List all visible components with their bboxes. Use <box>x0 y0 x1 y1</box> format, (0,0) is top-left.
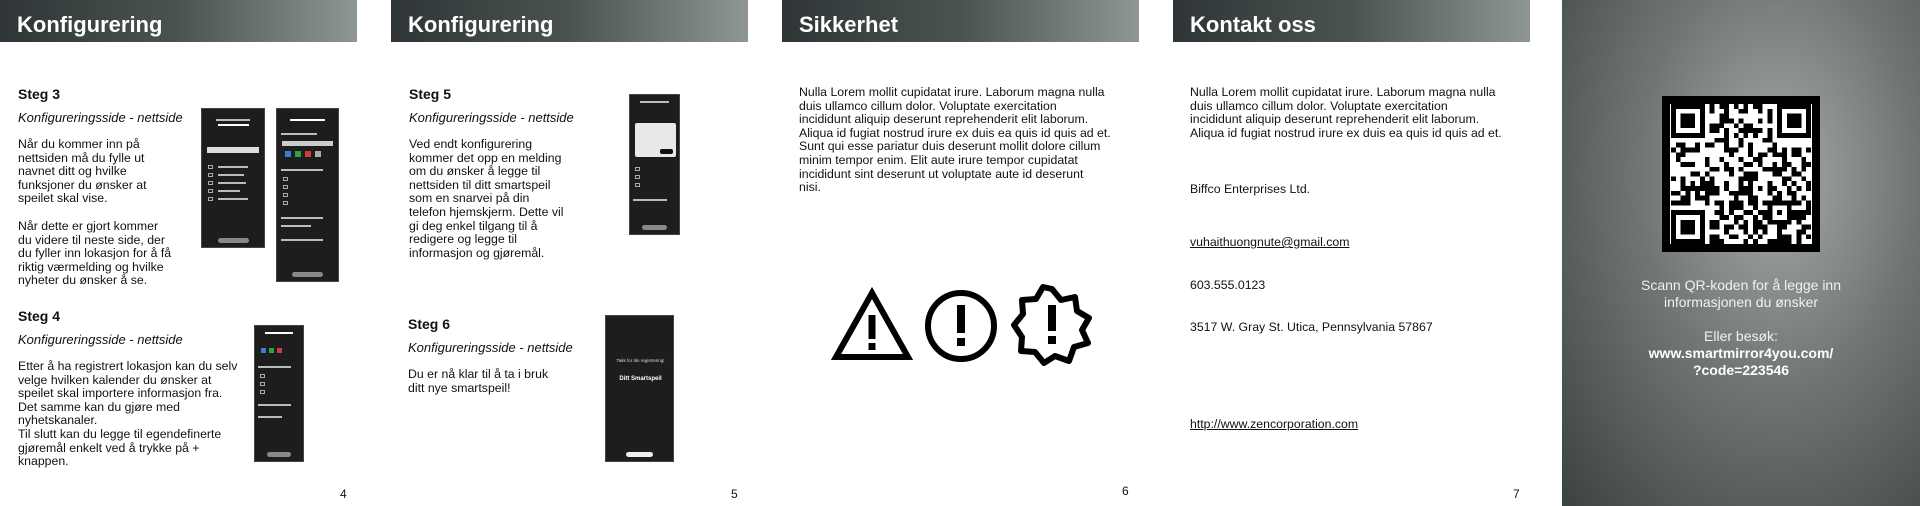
alert-badge-icon <box>1010 283 1094 367</box>
step-paragraph: Du er nå klar til å ta i bruk ditt nye smartspeil! <box>408 367 549 395</box>
page-title: Sikkerhet <box>799 12 899 37</box>
phone-screenshot <box>605 315 674 462</box>
page-6 <box>782 0 1139 506</box>
step-heading: Steg 3 <box>18 86 61 102</box>
qr-panel <box>1562 0 1920 506</box>
page-title: Konfigurering <box>17 12 163 37</box>
step-subheading: Konfigureringsside - nettside <box>18 332 183 347</box>
page-number: 6 <box>1122 484 1129 498</box>
visit-label: Eller besøk: <box>1704 328 1778 344</box>
body-text: Nulla Lorem mollit cupidatat irure. Laborum magna nulla duis ullamco cillum dolor. Voluptate exercitation incididunt aliquip deserunt reprehenderit elit laborum. Aliqua id fugiat nostrud irure ex duis ea quis id quis ad et. <box>1190 85 1502 140</box>
safety-icons <box>830 287 1100 367</box>
phone-screenshot <box>254 325 304 462</box>
step-paragraph: Når dette er gjort kommer du videre til neste side, der du fyller inn lokasjon for å få riktig værmelding og hvilke nyheter du ønsker å se. <box>18 219 172 288</box>
page-header <box>1173 0 1530 42</box>
page-7 <box>1173 0 1530 506</box>
page-title: Kontakt oss <box>1190 12 1316 37</box>
screen-name-text: Ditt Smartspeil <box>619 376 662 382</box>
qr-code[interactable] <box>1662 96 1820 252</box>
page-number: 7 <box>1513 487 1520 501</box>
warning-triangle-icon <box>830 287 914 363</box>
page-4 <box>0 0 357 506</box>
scan-instructions: Scann QR-koden for å legge inn informasjonen du ønsker <box>1640 277 1841 310</box>
phone-screenshot <box>629 94 680 235</box>
visit-url[interactable]: www.smartmirror4you.com/ ?code=223546 <box>1648 345 1834 378</box>
page-header <box>0 0 357 42</box>
company-name: Biffco Enterprises Ltd. <box>1190 182 1311 196</box>
screen-thanks-text: Takk for din registrering! <box>616 358 665 363</box>
page-title: Konfigurering <box>408 12 554 37</box>
step-heading: Steg 4 <box>18 308 61 324</box>
step-paragraph: Etter å ha registrert lokasjon kan du selv velge hvilken kalender du ønsker at speilet skal importere informasjon fra. Det samme kan du gjøre med nyhetskanaler. Til slutt kan du legge til egendefinerte gjøremål enkelt ved å trykke på + knappen. <box>18 359 238 469</box>
phone-screenshot <box>276 108 339 282</box>
step-paragraph: Ved endt konfigurering kommer det opp en melding om du ønsker å legge til nettsiden til ditt smartspeil som en snarvei på din telefon hjemskjerm. Dette vil gi deg enkel tilgang til å redigere og legge til informasjon og gjøremål. <box>409 137 564 260</box>
address: 3517 W. Gray St. Utica, Pennsylvania 57867 <box>1190 320 1433 334</box>
email-link[interactable]: vuhaithuongnute@gmail.com <box>1190 235 1350 249</box>
step-subheading: Konfigureringsside - nettside <box>409 110 574 125</box>
page-number: 4 <box>340 487 347 501</box>
step-paragraph: Når du kommer inn på nettsiden må du fylle ut navnet ditt og hvilke funksjoner du ønsker at speilet skal vise. <box>18 137 147 206</box>
phone-number: 603.555.0123 <box>1190 278 1266 292</box>
page-number: 5 <box>731 487 738 501</box>
page-5 <box>391 0 748 506</box>
page-header <box>782 0 1139 42</box>
step-heading: Steg 6 <box>408 316 451 332</box>
alert-circle-icon <box>922 287 1000 365</box>
step-heading: Steg 5 <box>409 86 452 102</box>
body-text: Nulla Lorem mollit cupidatat irure. Laborum magna nulla duis ullamco cillum dolor. Voluptate exercitation incididunt aliquip deserunt reprehenderit elit laborum. Aliqua id fugiat nostrud irure ex duis ea quis id quis ad et. Sunt qui esse pariatur duis deserunt mollit dolore cillum minim tempor enim. Elit aute irure tempor cupidatat incididunt sint deserunt ut voluptate aute id deserunt nisi. <box>799 85 1111 195</box>
page-header <box>391 0 748 42</box>
step-subheading: Konfigureringsside - nettside <box>18 110 183 125</box>
step-subheading: Konfigureringsside - nettside <box>408 340 573 355</box>
website-link[interactable]: http://www.zencorporation.com <box>1190 417 1359 431</box>
phone-screenshot <box>201 108 265 248</box>
